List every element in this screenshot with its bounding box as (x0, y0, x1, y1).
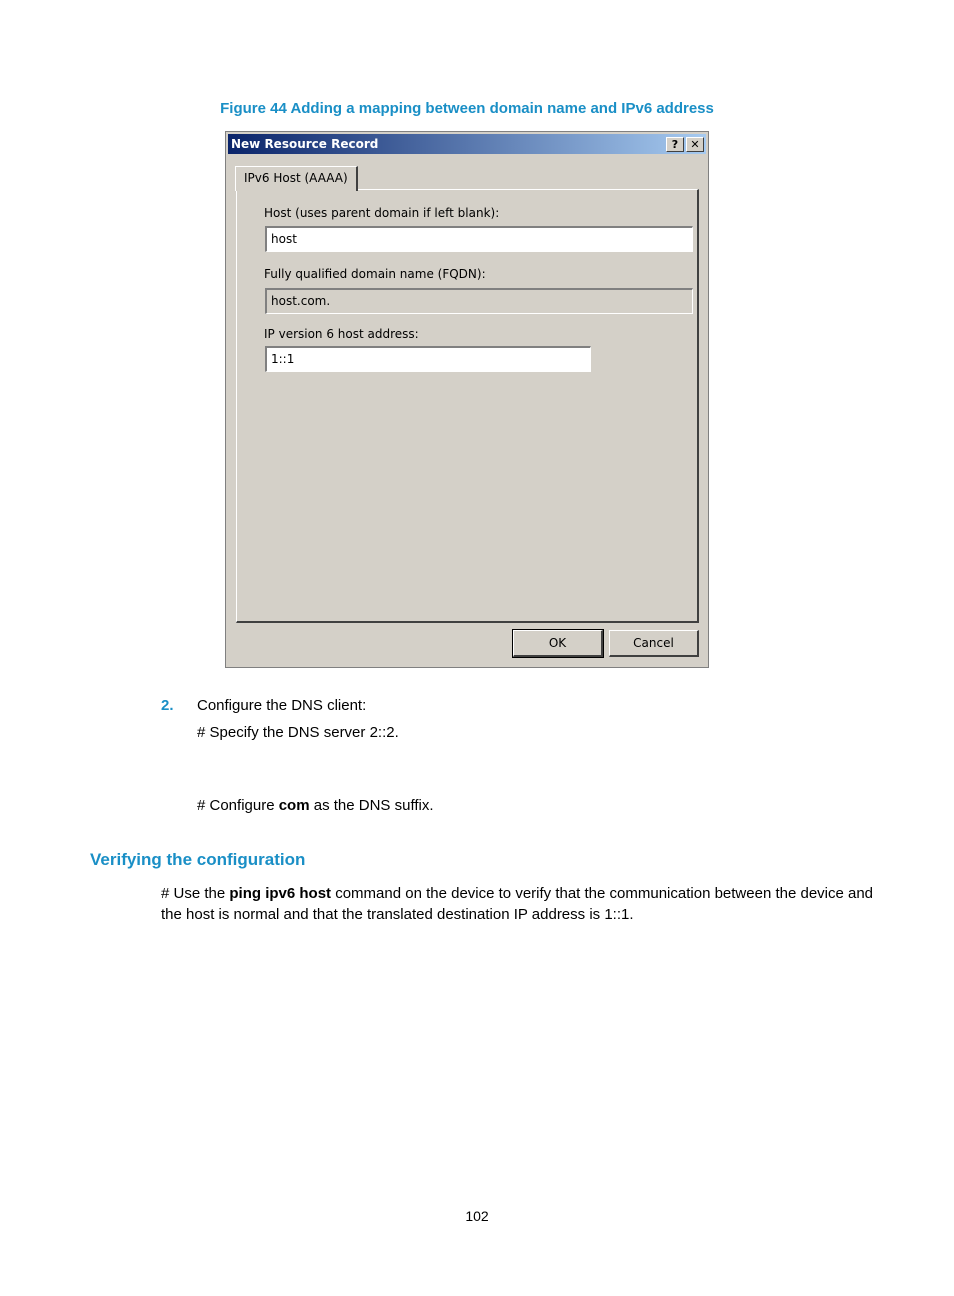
help-button[interactable] (666, 137, 684, 152)
configure-bold: com (278, 797, 310, 814)
figure-caption: Figure 44 Adding a mapping between domain name and IPv6 address (220, 100, 714, 117)
step-text: Configure the DNS client: (197, 697, 367, 714)
new-resource-record-dialog (225, 131, 709, 668)
para-post: command on the device to verify that the communication between the device and the host is normal and that the translated destination IP address is 1::1. (161, 885, 874, 923)
dialog-titlebar (228, 134, 706, 154)
dialog-title: New Resource Record (231, 137, 379, 151)
ok-button[interactable]: OK (513, 630, 603, 657)
configure-pre: # Configure (197, 797, 279, 814)
fqdn-field: host.com. (265, 288, 693, 314)
ipv6-address-input[interactable]: 1::1 (265, 346, 591, 372)
configure-suffix-text (197, 797, 434, 814)
para-pre: # Use the (161, 885, 230, 902)
ipv6-label: IP version 6 host address: (264, 327, 419, 341)
tab-ipv6-host[interactable]: IPv6 Host (AAAA) (235, 166, 358, 191)
section-paragraph (161, 883, 881, 925)
page-number: 102 (465, 1208, 489, 1224)
close-icon: ✕ (690, 138, 700, 151)
help-icon: ? (671, 138, 679, 151)
host-label: Host (uses parent domain if left blank): (264, 206, 500, 220)
host-input[interactable]: host (265, 226, 693, 252)
specify-server-text: # Specify the DNS server 2::2. (197, 724, 399, 741)
step-number: 2. (161, 697, 174, 714)
para-bold: ping ipv6 host (229, 885, 332, 902)
fqdn-label: Fully qualified domain name (FQDN): (264, 267, 486, 281)
configure-post: as the DNS suffix. (309, 797, 434, 814)
tab-panel (236, 189, 699, 623)
cancel-button[interactable]: Cancel (609, 630, 699, 657)
section-heading: Verifying the configuration (90, 850, 306, 869)
close-button[interactable] (686, 137, 704, 152)
